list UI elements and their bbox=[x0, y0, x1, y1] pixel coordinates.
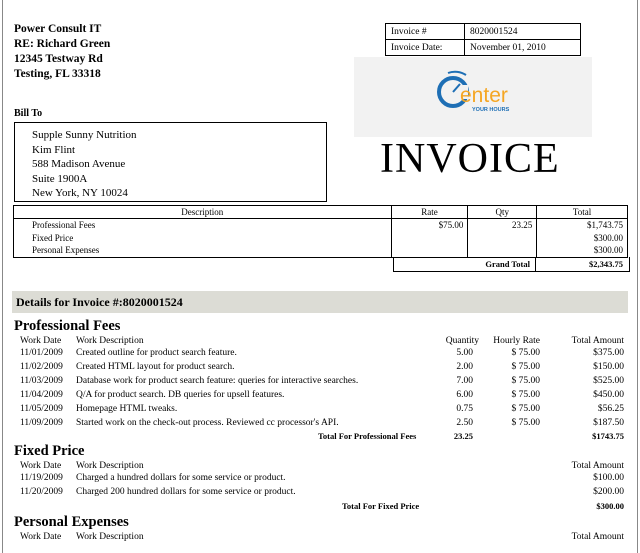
fixed-price-title: Fixed Price bbox=[14, 443, 85, 459]
pf-desc: Started work on the check-out process. Reviewed cc processor's API. bbox=[76, 418, 339, 428]
pf-rate: $ 75.00 bbox=[511, 390, 540, 400]
pf-date: 11/01/2009 bbox=[20, 348, 63, 358]
pf-rate: $ 75.00 bbox=[511, 418, 540, 428]
fp-total-label: Total For Fixed Price bbox=[342, 501, 420, 511]
pf-header-date: Work Date bbox=[20, 336, 62, 346]
fp-date: 11/20/2009 bbox=[20, 487, 63, 497]
summary-total: $300.00 bbox=[593, 245, 623, 255]
bill-to-line: New York, NY 10024 bbox=[32, 187, 128, 199]
fp-header-desc: Work Description bbox=[76, 461, 144, 471]
grand-total-value: $2,343.75 bbox=[589, 259, 623, 269]
center-logo-icon bbox=[436, 65, 526, 125]
sender-re-line: RE: Richard Green bbox=[14, 38, 111, 50]
professional-fees-title: Professional Fees bbox=[14, 318, 121, 334]
pf-desc: Created outline for product search feature. bbox=[76, 348, 237, 358]
fp-desc: Charged a hundred dollars for some service or product. bbox=[76, 473, 286, 483]
invoice-number-value: 8020001524 bbox=[465, 24, 581, 40]
grand-total-label: Grand Total bbox=[394, 257, 536, 271]
page-border-left bbox=[2, 0, 3, 553]
pf-rate: $ 75.00 bbox=[511, 348, 540, 358]
logo-tagline: YOUR HOURS bbox=[472, 107, 510, 113]
pf-header-amount: Total Amount bbox=[571, 336, 624, 346]
pf-amount: $150.00 bbox=[593, 362, 624, 372]
page-border-right bbox=[637, 0, 638, 553]
personal-expenses-title: Personal Expenses bbox=[14, 514, 129, 530]
fp-date: 11/19/2009 bbox=[20, 473, 63, 483]
invoice-meta-table bbox=[385, 23, 581, 56]
fp-desc: Charged 200 hundred dollars for some service or product. bbox=[76, 487, 296, 497]
logo-area bbox=[354, 57, 592, 137]
summary-row bbox=[14, 219, 628, 258]
pf-amount: $375.00 bbox=[593, 348, 624, 358]
pf-qty: 2.50 bbox=[456, 418, 473, 428]
pf-date: 11/03/2009 bbox=[20, 376, 63, 386]
pf-total-qty: 23.25 bbox=[453, 431, 473, 441]
sender-company: Power Consult IT bbox=[14, 23, 102, 35]
summary-header-total: Total bbox=[537, 206, 628, 219]
invoice-date-value: November 01, 2010 bbox=[465, 40, 581, 56]
fp-header-date: Work Date bbox=[20, 461, 62, 471]
pf-desc: Q/A for product search. DB queries for upsell features. bbox=[76, 390, 285, 400]
fp-header-amount: Total Amount bbox=[571, 461, 624, 471]
pf-date: 11/05/2009 bbox=[20, 404, 63, 414]
pf-desc: Created HTML layout for product search. bbox=[76, 362, 235, 372]
grand-total-row bbox=[393, 257, 630, 272]
invoice-date-label: Invoice Date: bbox=[386, 40, 465, 56]
pf-header-rate: Hourly Rate bbox=[493, 336, 540, 346]
summary-total: $1,743.75 bbox=[587, 220, 623, 230]
invoice-number-label: Invoice # bbox=[386, 24, 465, 40]
summary-desc: Fixed Price bbox=[32, 232, 74, 243]
pf-amount: $187.50 bbox=[593, 418, 624, 428]
invoice-title: INVOICE bbox=[380, 136, 560, 182]
pf-qty: 7.00 bbox=[456, 376, 473, 386]
sender-city: Testing, FL 33318 bbox=[14, 68, 101, 80]
summary-desc: Professional Fees bbox=[32, 220, 96, 230]
summary-desc: Personal Expenses bbox=[32, 245, 100, 255]
details-title: Details for Invoice #:8020001524 bbox=[12, 291, 628, 313]
pf-amount: $450.00 bbox=[593, 390, 624, 400]
bill-to-line: Suite 1900A bbox=[32, 172, 88, 185]
pf-date: 11/02/2009 bbox=[20, 362, 63, 372]
pf-amount: $525.00 bbox=[593, 376, 624, 386]
pf-desc: Homepage HTML tweaks. bbox=[76, 404, 178, 414]
fp-total-amount: $300.00 bbox=[596, 501, 624, 511]
bill-to-line: Supple Sunny Nutrition bbox=[32, 129, 137, 141]
pe-header-date: Work Date bbox=[20, 532, 62, 542]
bill-to-line: 588 Madison Avenue bbox=[32, 158, 126, 170]
summary-total: $300.00 bbox=[593, 232, 623, 243]
sender-street: 12345 Testway Rd bbox=[14, 53, 103, 65]
logo-text: enter bbox=[460, 84, 508, 107]
pf-qty: 0.75 bbox=[456, 404, 473, 414]
pf-rate: $ 75.00 bbox=[511, 404, 540, 414]
pf-date: 11/09/2009 bbox=[20, 418, 63, 428]
summary-header-description: Description bbox=[14, 206, 392, 219]
pf-total-amount: $1743.75 bbox=[592, 431, 624, 441]
pf-desc: Database work for product search feature: queries for interactive searches. bbox=[76, 376, 359, 386]
summary-header-qty: Qty bbox=[468, 206, 537, 219]
summary-qty: 23.25 bbox=[511, 220, 533, 230]
pf-header-desc: Work Description bbox=[76, 336, 144, 346]
pf-rate: $ 75.00 bbox=[511, 362, 540, 372]
summary-table bbox=[13, 205, 628, 258]
pf-amount: $56.25 bbox=[597, 404, 624, 414]
fp-amount: $200.00 bbox=[593, 487, 624, 497]
sender-address bbox=[14, 22, 110, 82]
pf-total-label: Total For Professional Fees bbox=[318, 431, 417, 441]
pe-header-desc: Work Description bbox=[76, 532, 144, 542]
pf-qty: 5.00 bbox=[456, 348, 473, 358]
summary-header-rate: Rate bbox=[391, 206, 468, 219]
pf-date: 11/04/2009 bbox=[20, 390, 63, 400]
pf-qty: 2.00 bbox=[456, 362, 473, 372]
pf-rate: $ 75.00 bbox=[511, 376, 540, 386]
bill-to-line: Kim Flint bbox=[32, 143, 76, 156]
fp-amount: $100.00 bbox=[593, 473, 624, 483]
bill-to-box bbox=[14, 122, 327, 202]
bill-to-label: Bill To bbox=[14, 108, 43, 119]
pf-header-qty: Quantity bbox=[445, 336, 479, 346]
pf-qty: 6.00 bbox=[456, 390, 473, 400]
pe-header-amount: Total Amount bbox=[571, 532, 624, 542]
summary-rate: $75.00 bbox=[438, 220, 464, 230]
